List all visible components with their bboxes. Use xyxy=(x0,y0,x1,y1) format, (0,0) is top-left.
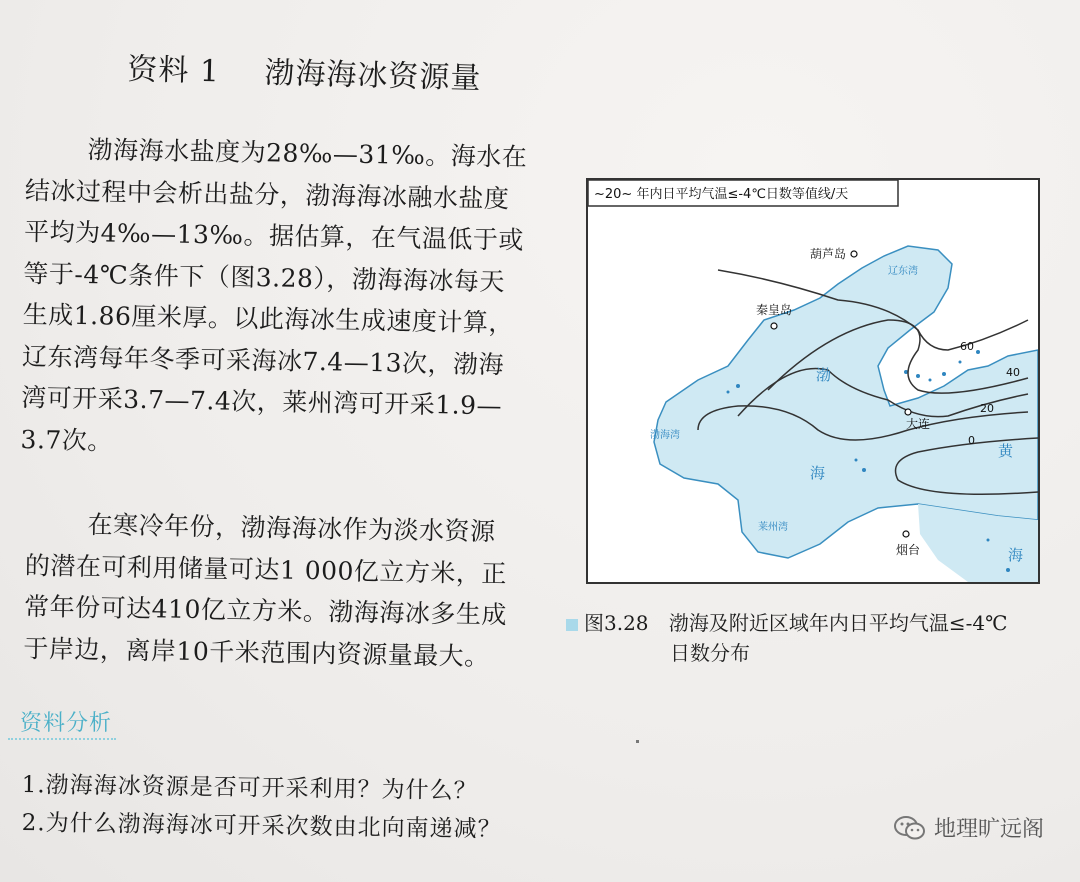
paragraph-line: 于岸边，离岸10千米范围内资源量最大。 xyxy=(23,633,490,671)
paragraph-2 xyxy=(23,503,536,678)
bay-laizhou: 莱州湾 xyxy=(758,522,788,533)
contour-label-40: 40 xyxy=(1006,366,1020,379)
caption-label: 图3.28 xyxy=(584,611,649,635)
paragraph-line: 在寒冷年份，渤海海冰作为淡水资源 xyxy=(87,510,496,547)
city-marker xyxy=(851,251,857,257)
paragraph-line: 结冰过程中会析出盐分，渤海海冰融水盐度 xyxy=(24,175,510,213)
map-legend: ~20~ 年内日平均气温≤-4℃日数等值线/天 xyxy=(594,187,849,202)
paragraph-line: 渤海海水盐度为28‰—31‰。海水在 xyxy=(87,135,528,172)
question-2: 2.为什么渤海海冰可开采次数由北向南递减？ xyxy=(21,809,502,843)
figure-caption xyxy=(566,608,1008,668)
paragraph-line: 的潜在可利用储量可达1 000亿立方米，正 xyxy=(24,550,508,588)
caption-marker-icon xyxy=(566,619,578,631)
sea-label-hai2: 海 xyxy=(1008,546,1024,564)
map-svg xyxy=(588,180,1038,582)
caption-line1: 渤海及附近区域年内日平均气温≤-4℃ xyxy=(668,611,1008,635)
sea-label-bo: 渤 xyxy=(816,366,832,384)
bohai-map xyxy=(586,178,1040,584)
question-1: 1.渤海海冰资源是否可开采利用？为什么？ xyxy=(21,771,478,805)
heading-number: 资料 1 xyxy=(126,51,221,90)
caption-line2: 日数分布 xyxy=(670,641,750,665)
sea-label-huang: 黄 xyxy=(998,442,1014,460)
bay-bohai: 渤海湾 xyxy=(650,430,680,441)
city-dalian: 大连 xyxy=(906,417,931,431)
city-huludao: 葫芦岛 xyxy=(810,247,847,261)
city-marker xyxy=(903,531,909,537)
paragraph-line: 常年份可达410亿立方米。渤海海冰多生成 xyxy=(23,591,508,630)
paragraph-line: 湾可开采3.7—7.4次，莱州湾可开采1.9— xyxy=(21,382,503,421)
paragraph-line: 辽东湾每年冬季可采海冰7.4—13次，渤海 xyxy=(21,341,505,379)
contour-label-20: 20 xyxy=(980,402,994,415)
paragraph-line: 等于-4℃条件下（图3.28），渤海海冰每天 xyxy=(23,258,506,296)
city-qinhuangdao: 秦皇岛 xyxy=(756,303,793,317)
city-marker xyxy=(771,323,777,329)
sea-label-hai: 海 xyxy=(810,464,826,482)
paragraph-line: 平均为4‰—13‰。据估算，在气温低于或 xyxy=(23,216,525,255)
bay-liaodong: 辽东湾 xyxy=(888,266,918,277)
city-marker xyxy=(905,409,911,415)
wechat-icon xyxy=(894,815,926,841)
paragraph-line: 3.7次。 xyxy=(20,424,114,456)
analysis-divider xyxy=(8,738,116,740)
contour-label-60: 60 xyxy=(960,340,974,353)
paragraph-line: 生成1.86厘米厚。以此海冰生成速度计算， xyxy=(22,299,515,338)
watermark-text: 地理旷远阁 xyxy=(933,817,1044,842)
city-yantai: 烟台 xyxy=(896,543,921,557)
watermark xyxy=(894,812,1044,843)
contour-label-0: 0 xyxy=(968,434,975,447)
analysis-title: 资料分析 xyxy=(20,711,113,736)
heading-title: 渤海海冰资源量 xyxy=(263,55,482,97)
page-speck xyxy=(636,740,639,743)
paragraph-1 xyxy=(20,128,536,469)
section-heading xyxy=(127,44,482,97)
